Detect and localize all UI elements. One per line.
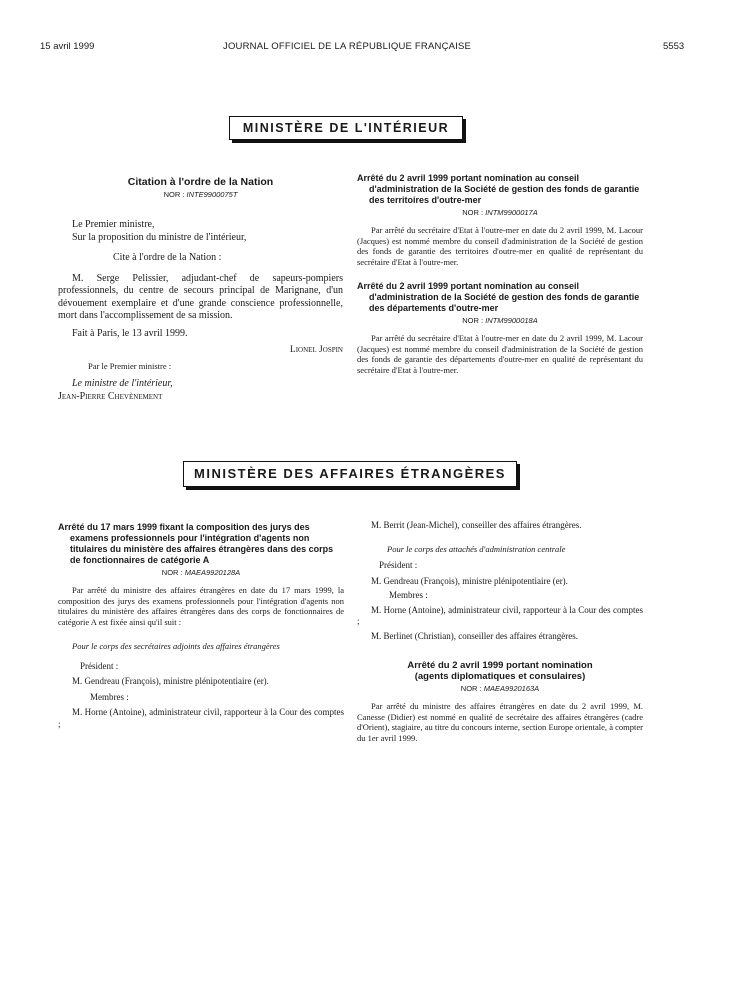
arrete1-nor — [357, 208, 643, 217]
nomination-arrete-title-line2: (agents diplomatiques et consulaires) — [414, 671, 586, 682]
arrete1-title: Arrêté du 2 avril 1999 portant nomination au conseil d'administration de la Société de gestion des fonds de garantie des territoires d'outre-mer — [357, 173, 640, 205]
citation-line2: Sur la proposition du ministre de l'intérieur, — [72, 231, 247, 243]
nor-label: NOR : — [462, 208, 484, 217]
jurys-column — [58, 522, 344, 730]
jurys-arrete-title: Arrêté du 17 mars 1999 fixant la composition des jurys des examens professionnels pour l'intégration d'agents non titulaires du ministère des affaires étrangères dans des corps de fonctionnaires de catégorie A — [58, 522, 334, 565]
arrete2-body: Par arrêté du secrétaire d'Etat à l'outre-mer en date du 2 avril 1999, M. Lacour (Jacques) est nommé membre du conseil d'administration de la Société de gestion des fonds de garantie des départements d'outre-mer en qualité de représentant du secrétaire d'Etat à l'outre-mer. — [357, 333, 643, 375]
arrete1-body: Par arrêté du secrétaire d'Etat à l'outre-mer en date du 2 avril 1999, M. Lacour (Jacques) est nommé membre du conseil d'administration de la Société de gestion des fonds de garantie des territoires d'outre-mer en qualité de représentant du secrétaire d'Etat à l'outre-mer. — [357, 225, 643, 267]
citation-signatory: Lionel Jospin — [289, 345, 343, 355]
jurys-membre-berrit: M. Berrit (Jean-Michel), conseiller des affaires étrangères. — [371, 520, 582, 530]
citation-cite: Cite à l'ordre de la Nation : — [113, 252, 222, 263]
jurys-membre-horne: M. Horne (Antoine), administrateur civil, rapporteur à la Cour des comptes ; — [58, 707, 344, 729]
jurys-corps-secretaires: Pour le corps des secrétaires adjoints des affaires étrangères — [72, 641, 280, 651]
header-page-number: 5553 — [663, 41, 685, 52]
nor-label: NOR : — [163, 190, 185, 199]
arrete2-nor — [357, 316, 643, 325]
nor-label: NOR : — [460, 684, 482, 693]
attaches-membres-label: Membres : — [389, 590, 428, 600]
jurys-corps-attaches: Pour le corps des attachés d'administration centrale — [387, 543, 566, 554]
nor-code: INTM9900018A — [485, 316, 538, 325]
jurys-nor — [58, 568, 344, 577]
citation-fait: Fait à Paris, le 13 avril 1999. — [72, 327, 188, 339]
citation-column — [58, 176, 343, 403]
citation-line1: Le Premier ministre, — [72, 219, 155, 230]
citation-minister-title: Le ministre de l'intérieur, — [72, 378, 173, 389]
arrete2-title: Arrêté du 2 avril 1999 portant nomination au conseil d'administration de la Société de gestion des fonds de garantie des départements d'outre-mer — [357, 281, 640, 313]
nor-label: NOR : — [161, 568, 183, 577]
ministry-affaires-etrangeres-title: MINISTÈRE DES AFFAIRES ÉTRANGÈRES — [183, 461, 517, 487]
attaches-president: M. Gendreau (François), ministre plénipotentiaire (er). — [371, 575, 568, 586]
citation-body: M. Serge Pelissier, adjudant-chef de sapeurs-pompiers professionnels, du centre de secours principal de Marignane, d'un dévouement exemplaire et d'une grande conscience professionnelle, mort dans l'accomplissement de sa mission. — [58, 272, 343, 321]
nomination-arrete-title-line1: Arrêté du 2 avril 1999 portant nomination — [407, 660, 593, 671]
attaches-membre-horne: M. Horne (Antoine), administrateur civil, rapporteur à la Cour des comptes ; — [357, 604, 643, 626]
citation-par: Par le Premier ministre : — [88, 360, 172, 371]
citation-title: Citation à l'ordre de la Nation — [127, 176, 274, 188]
citation-minister-name: Jean-Pierre Chevènement — [58, 390, 163, 402]
interieur-arretes-column — [357, 173, 643, 375]
nor-code: MAEA9920128A — [184, 568, 241, 577]
nomination-body: Par arrêté du ministre des affaires étrangères en date du 2 avril 1999, M. Canesse (Didier) est nommé en qualité de secrétaire des affaires étrangères (cadre d'Orient), stagiaire, au titre du concours interne, section Europe orientale, à compter du 1er avril 1999. — [357, 701, 643, 743]
nomination-nor — [357, 684, 643, 693]
citation-nor — [58, 190, 343, 199]
nor-code: INTE9900075T — [186, 190, 238, 199]
nor-code: INTM9900017A — [485, 208, 538, 217]
attaches-president-label: Président : — [379, 560, 418, 570]
jurys-membres-label: Membres : — [90, 691, 129, 702]
jurys-body: Par arrêté du ministre des affaires étrangères en date du 17 mars 1999, la composition des jurys des examens professionnels pour l'intégration d'agents non titulaires du ministère des affaires étrangères dans des corps de fonctionnaires de catégorie A est fixée ainsi qu'il suit : — [58, 585, 344, 627]
header-journal-title: JOURNAL OFFICIEL DE LA RÉPUBLIQUE FRANÇAISE — [223, 41, 472, 52]
ministry-interieur-title: MINISTÈRE DE L'INTÉRIEUR — [229, 116, 463, 140]
nor-code: MAEA9920163A — [483, 684, 540, 693]
jurys-president: M. Gendreau (François), ministre plénipotentiaire (er). — [72, 676, 269, 686]
attaches-membre-berlinet: M. Berlinet (Christian), conseiller des affaires étrangères. — [371, 630, 579, 641]
header-date: 15 avril 1999 — [40, 41, 95, 52]
nor-label: NOR : — [462, 316, 484, 325]
jurys-president-label: Président : — [80, 660, 119, 671]
affaires-etrangeres-right-column — [357, 520, 643, 743]
